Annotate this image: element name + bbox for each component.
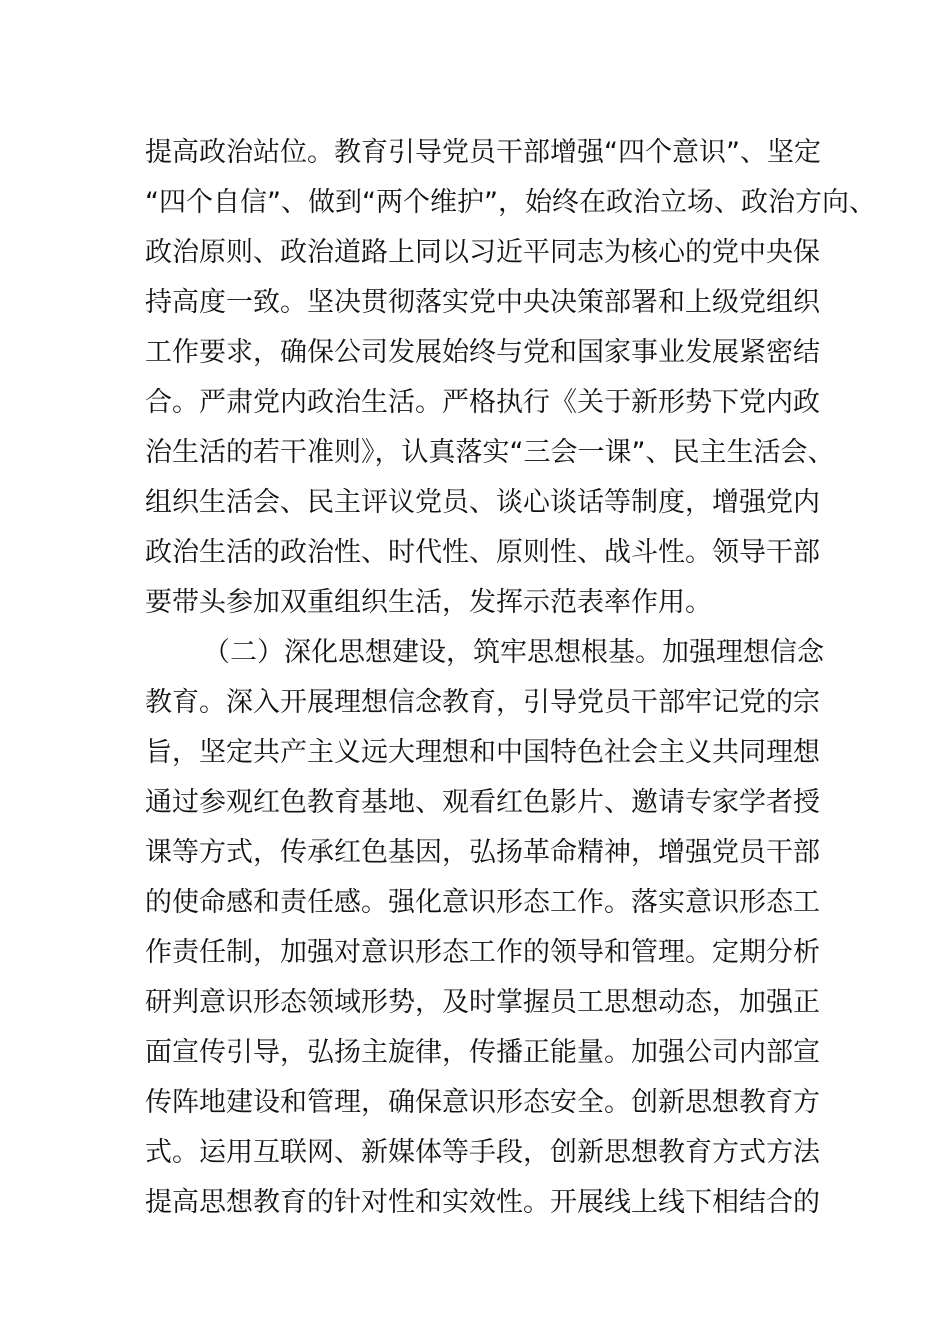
text-line: 提高思想教育的针对性和实效性。开展线上线下相结合的 [145, 1187, 820, 1218]
text-line: 教育。深入开展理想信念教育，引导党员干部牢记党的宗 [145, 687, 820, 718]
text-line: 课等方式，传承红色基因，弘扬革命精神，增强党员干部 [145, 837, 820, 868]
text-line: 的使命感和责任感。强化意识形态工作。落实意识形态工 [145, 887, 820, 918]
section-heading-line: （二）深化思想建设，筑牢思想根基。加强理想信念 [203, 637, 824, 668]
text-line: 作责任制，加强对意识形态工作的领导和管理。定期分析 [145, 937, 820, 968]
text-line: 旨，坚定共产主义远大理想和中国特色社会主义共同理想 [145, 737, 820, 768]
text-line: 研判意识形态领域形势，及时掌握员工思想动态，加强正 [145, 987, 820, 1018]
text-line: 通过参观红色教育基地、观看红色影片、邀请专家学者授 [145, 787, 820, 818]
text-line: “四个自信”、做到“两个维护”，始终在政治立场、政治方向、 [145, 187, 876, 218]
text-line: 组织生活会、民主评议党员、谈心谈话等制度，增强党内 [145, 487, 820, 518]
text-line: 面宣传引导，弘扬主旋律，传播正能量。加强公司内部宣 [145, 1037, 820, 1068]
body-text [145, 128, 876, 1228]
text-line: 传阵地建设和管理，确保意识形态安全。创新思想教育方 [145, 1087, 820, 1118]
text-line: 提高政治站位。教育引导党员干部增强“四个意识”、坚定 [145, 137, 821, 168]
text-line: 持高度一致。坚决贯彻落实党中央决策部署和上级党组织 [145, 287, 820, 318]
text-line: 政治生活的政治性、时代性、原则性、战斗性。领导干部 [145, 537, 820, 568]
text-line: 政治原则、政治道路上同以习近平同志为核心的党中央保 [145, 237, 820, 268]
text-line: 合。严肃党内政治生活。严格执行《关于新形势下党内政 [145, 387, 820, 418]
text-line: 要带头参加双重组织生活，发挥示范表率作用。 [145, 587, 712, 618]
text-line: 治生活的若干准则》，认真落实“三会一课”、民主生活会、 [145, 437, 835, 468]
text-line: 工作要求，确保公司发展始终与党和国家事业发展紧密结 [145, 337, 820, 368]
text-line: 式。运用互联网、新媒体等手段，创新思想教育方式方法 [145, 1137, 820, 1168]
